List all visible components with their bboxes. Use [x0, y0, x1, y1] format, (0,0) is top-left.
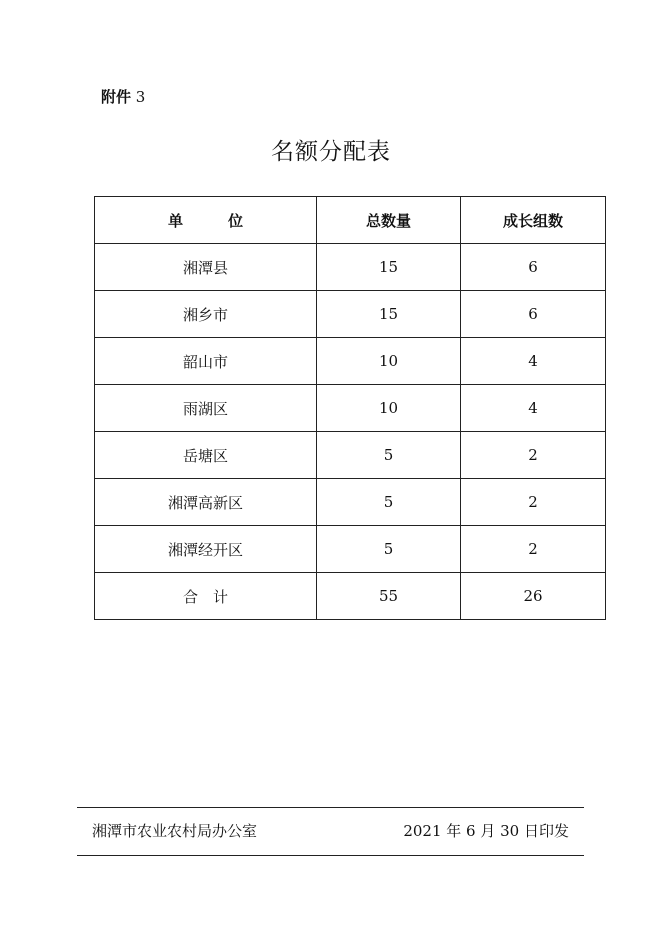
cell-unit: 湘潭经开区: [95, 526, 317, 573]
table-header-row: [95, 197, 606, 244]
header-group-count: 成长组数: [461, 197, 606, 244]
cell-unit: 湘乡市: [95, 291, 317, 338]
cell-total: 10: [317, 385, 461, 432]
attachment-text: 附件: [101, 88, 132, 106]
footer-issuer: 湘潭市农业农村局办公室: [92, 822, 258, 840]
cell-groups: 2: [461, 432, 606, 479]
cell-unit: 湘潭县: [95, 244, 317, 291]
quota-table: [94, 196, 606, 620]
cell-unit: 岳塘区: [95, 432, 317, 479]
cell-unit: 雨湖区: [95, 385, 317, 432]
cell-total: 5: [317, 432, 461, 479]
table-row: [95, 479, 606, 526]
footer-top-rule: [77, 807, 584, 808]
table-row: [95, 291, 606, 338]
page-title: 名额分配表: [271, 139, 391, 165]
cell-unit: 湘潭高新区: [95, 479, 317, 526]
attachment-label: [101, 86, 145, 107]
footer-date: 2021 年 6 月 30 日印发: [403, 822, 569, 840]
header-total-count: 总数量: [317, 197, 461, 244]
total-label: 合 计: [95, 573, 317, 620]
cell-unit: 韶山市: [95, 338, 317, 385]
cell-groups: 2: [461, 479, 606, 526]
cell-groups: 6: [461, 291, 606, 338]
cell-groups: 2: [461, 526, 606, 573]
cell-total: 5: [317, 526, 461, 573]
table-total-row: [95, 573, 606, 620]
cell-total: 5: [317, 479, 461, 526]
cell-groups: 4: [461, 338, 606, 385]
total-count: 55: [317, 573, 461, 620]
table-row: [95, 385, 606, 432]
cell-total: 15: [317, 291, 461, 338]
cell-total: 15: [317, 244, 461, 291]
attachment-number: 3: [135, 88, 146, 106]
table-row: [95, 244, 606, 291]
footer-bottom-rule: [77, 855, 584, 856]
table-row: [95, 338, 606, 385]
table-row: [95, 432, 606, 479]
header-unit: 单 位: [95, 197, 317, 244]
cell-total: 10: [317, 338, 461, 385]
cell-groups: 4: [461, 385, 606, 432]
total-groups: 26: [461, 573, 606, 620]
cell-groups: 6: [461, 244, 606, 291]
table-row: [95, 526, 606, 573]
